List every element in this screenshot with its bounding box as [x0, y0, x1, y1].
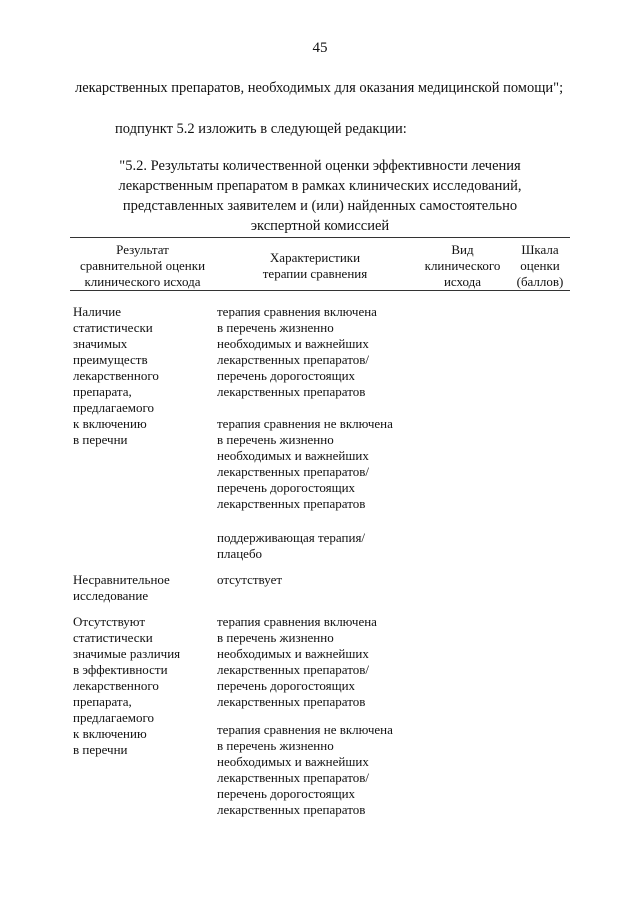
- cell-line: перечень дорогостоящих: [217, 678, 356, 693]
- cell-line: отсутствует: [217, 572, 283, 587]
- cell-line: значимые различия: [73, 646, 181, 661]
- cell-line: Несравнительное: [73, 572, 170, 587]
- cell-line: перечень дорогостоящих: [217, 480, 356, 495]
- cell-line: преимуществ: [73, 352, 148, 367]
- heading-line: лекарственным препаратом в рамках клинических исследований,: [118, 178, 522, 194]
- cell-line: необходимых и важнейших: [217, 646, 369, 661]
- cell-line: лекарственного: [73, 368, 159, 383]
- cell-line: необходимых и важнейших: [217, 336, 369, 351]
- cell-line: к включению: [73, 726, 147, 741]
- cell-line: статистически: [73, 320, 153, 335]
- row3-result: [73, 614, 213, 758]
- header-line: клинического: [424, 258, 501, 273]
- header-line: клинического исхода: [84, 274, 201, 289]
- row1-therapy-a: [217, 304, 417, 400]
- intro-paragraph: лекарственных препаратов, необходимых для оказания медицинской помощи";: [75, 80, 564, 96]
- row3-therapy-a: [217, 614, 417, 710]
- header-line: терапии сравнения: [262, 266, 368, 281]
- cell-line: статистически: [73, 630, 153, 645]
- header-outcome: [415, 242, 510, 290]
- header-therapy: [215, 250, 415, 282]
- row2-result: [73, 572, 213, 604]
- cell-line: необходимых и важнейших: [217, 754, 369, 769]
- cell-line: перечень дорогостоящих: [217, 368, 356, 383]
- cell-line: к включению: [73, 416, 147, 431]
- cell-line: в перечень жизненно: [217, 432, 334, 447]
- header-line: Шкала: [521, 242, 559, 257]
- row3-therapy-b: [217, 722, 417, 818]
- cell-line: необходимых и важнейших: [217, 448, 369, 463]
- header-line: исхода: [443, 274, 482, 289]
- header-line: Вид: [451, 242, 474, 257]
- cell-line: лекарственных препаратов/: [217, 662, 369, 677]
- cell-line: перечень дорогостоящих: [217, 786, 356, 801]
- cell-line: лекарственных препаратов/: [217, 464, 369, 479]
- cell-line: исследование: [73, 588, 149, 603]
- table-header-rule: [70, 290, 570, 291]
- heading-line: "5.2. Результаты количественной оценки эффективности лечения: [119, 158, 521, 174]
- cell-line: лекарственных препаратов: [217, 694, 366, 709]
- page-number: 45: [312, 40, 328, 56]
- row1-result: [73, 304, 213, 448]
- cell-line: в перечни: [73, 742, 128, 757]
- cell-line: в перечень жизненно: [217, 320, 334, 335]
- cell-line: лекарственного: [73, 678, 159, 693]
- cell-line: Отсутствуют: [73, 614, 146, 629]
- cell-line: лекарственных препаратов/: [217, 352, 369, 367]
- cell-line: терапия сравнения не включена: [217, 416, 393, 431]
- cell-line: лекарственных препаратов/: [217, 770, 369, 785]
- instruction-paragraph: подпункт 5.2 изложить в следующей редакции:: [115, 121, 407, 137]
- cell-line: значимых: [73, 336, 128, 351]
- row2-therapy-a: [217, 572, 417, 588]
- header-score: [510, 242, 570, 290]
- cell-line: терапия сравнения включена: [217, 614, 377, 629]
- cell-line: препарата,: [73, 384, 132, 399]
- heading-line: представленных заявителем и (или) найденных самостоятельно: [122, 198, 518, 214]
- cell-line: лекарственных препаратов: [217, 384, 366, 399]
- section-heading: [70, 156, 570, 236]
- header-line: Результат: [116, 242, 169, 257]
- cell-line: в перечень жизненно: [217, 630, 334, 645]
- row1-therapy-b: [217, 416, 417, 512]
- header-result: [70, 242, 215, 290]
- cell-line: предлагаемого: [73, 710, 155, 725]
- cell-line: терапия сравнения не включена: [217, 722, 393, 737]
- cell-line: в эффективности: [73, 662, 168, 677]
- cell-line: терапия сравнения включена: [217, 304, 377, 319]
- table-top-rule: [70, 237, 570, 238]
- header-line: сравнительной оценки: [79, 258, 206, 273]
- cell-line: лекарственных препаратов: [217, 802, 366, 817]
- header-line: (баллов): [516, 274, 564, 289]
- header-line: Характеристики: [269, 250, 361, 265]
- cell-line: в перечни: [73, 432, 128, 447]
- row1-therapy-c: [217, 530, 417, 562]
- cell-line: Наличие: [73, 304, 121, 319]
- cell-line: плацебо: [217, 546, 263, 561]
- cell-line: поддерживающая терапия/: [217, 530, 366, 545]
- header-line: оценки: [520, 258, 560, 273]
- cell-line: препарата,: [73, 694, 132, 709]
- heading-line: экспертной комиссией: [250, 218, 390, 234]
- cell-line: лекарственных препаратов: [217, 496, 366, 511]
- cell-line: в перечень жизненно: [217, 738, 334, 753]
- cell-line: предлагаемого: [73, 400, 155, 415]
